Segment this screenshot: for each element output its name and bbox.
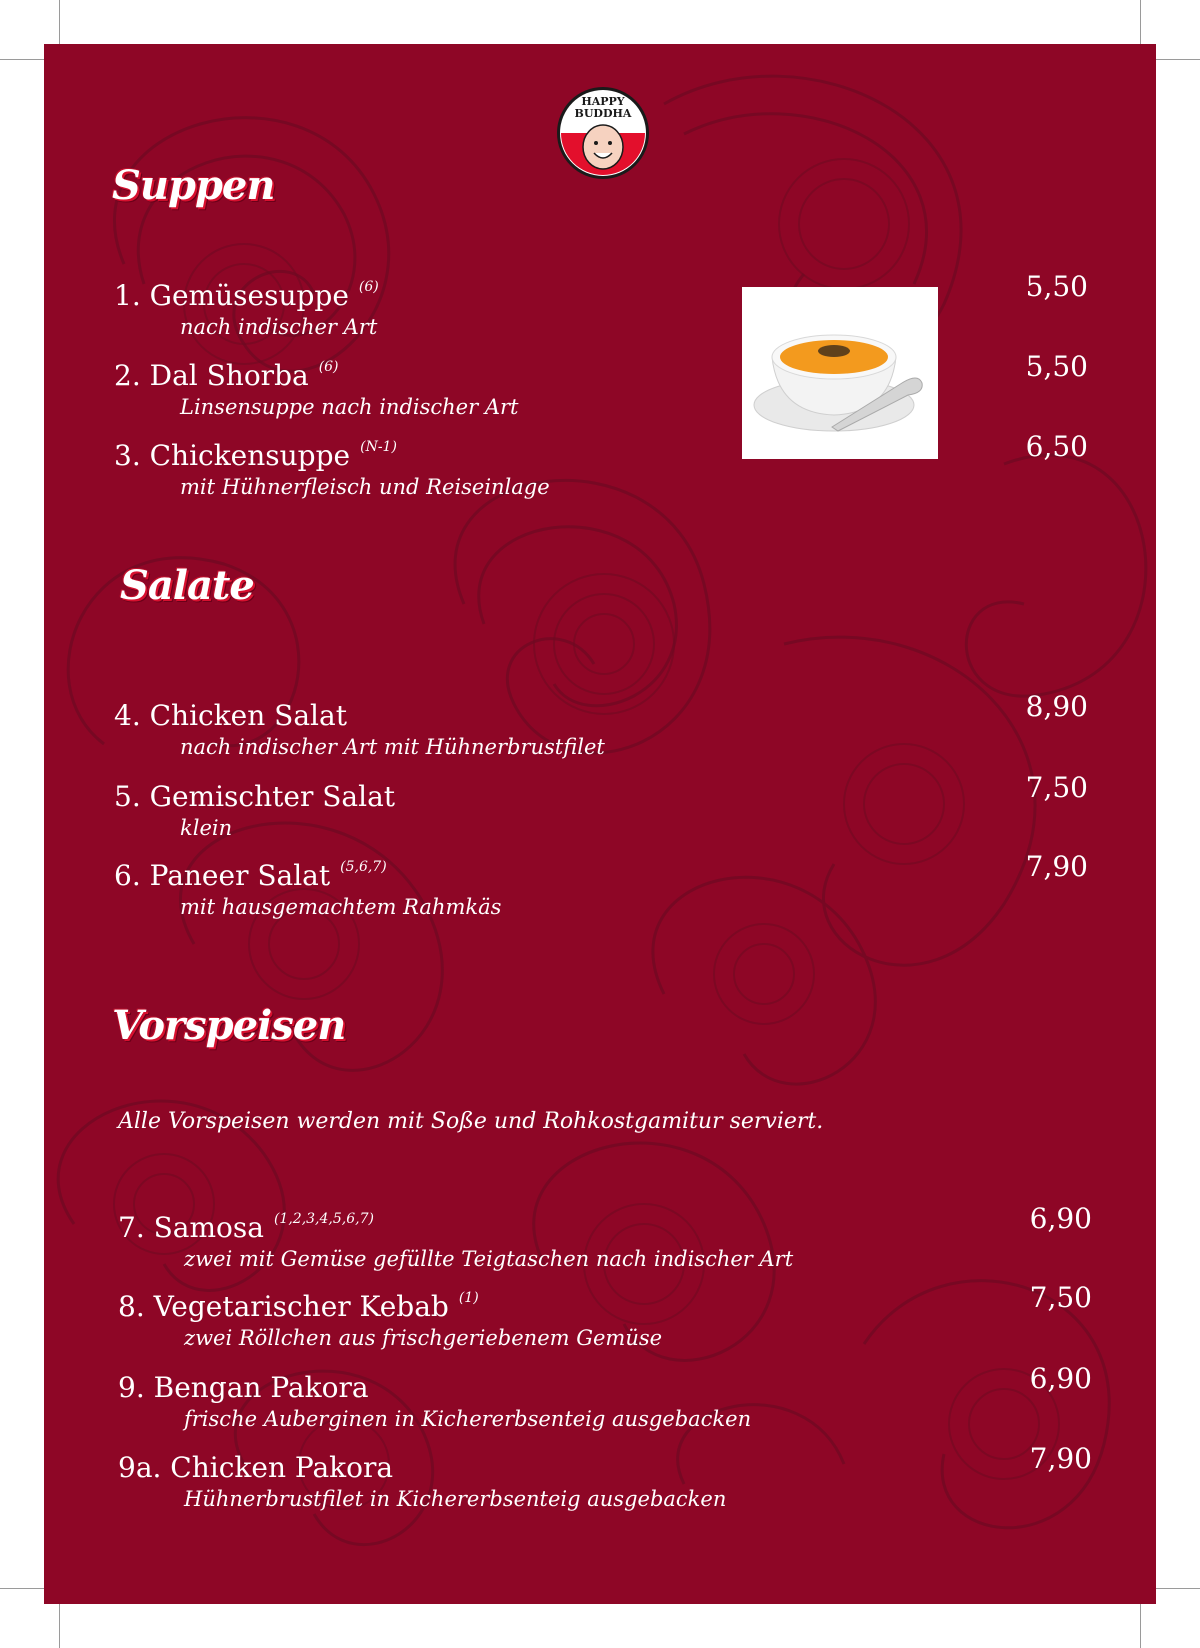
item-name: 1. Gemüsesuppe bbox=[114, 279, 349, 312]
menu-page bbox=[44, 44, 1156, 1604]
item-price: 7,90 bbox=[1029, 1442, 1092, 1475]
logo-text-bottom: BUDDHA bbox=[574, 107, 632, 120]
crop-mark bbox=[59, 1604, 60, 1648]
item-description: zwei Röllchen aus frischgeriebenem Gemüse bbox=[184, 1326, 663, 1350]
menu-item bbox=[114, 690, 1088, 761]
item-name: 7. Samosa bbox=[118, 1211, 264, 1244]
soup-bowl-photo bbox=[742, 287, 938, 459]
crop-mark bbox=[1140, 0, 1141, 44]
menu-item bbox=[118, 1281, 1092, 1352]
item-description: nach indischer Art bbox=[180, 315, 378, 339]
item-allergen: (1,2,3,4,5,6,7) bbox=[273, 1211, 374, 1227]
menu-item bbox=[118, 1362, 1092, 1433]
item-name: 9a. Chicken Pakora bbox=[118, 1451, 394, 1484]
section-intro: Alle Vorspeisen werden mit Soße und Rohkostgamitur serviert. bbox=[118, 1109, 824, 1134]
item-name: 8. Vegetarischer Kebab bbox=[118, 1290, 449, 1323]
item-name: 9. Bengan Pakora bbox=[118, 1371, 369, 1404]
item-allergen: (6) bbox=[358, 279, 379, 295]
menu-item bbox=[118, 1442, 1092, 1513]
item-price: 8,90 bbox=[1025, 690, 1088, 723]
item-price: 7,50 bbox=[1025, 771, 1088, 804]
item-price: 6,90 bbox=[1029, 1362, 1092, 1395]
item-allergen: (6) bbox=[318, 359, 339, 375]
section-heading-salate: Salate bbox=[120, 562, 254, 609]
item-description: klein bbox=[180, 816, 233, 840]
item-price: 6,90 bbox=[1029, 1202, 1092, 1235]
item-description: nach indischer Art mit Hühnerbrustfilet bbox=[180, 735, 605, 759]
section-heading-vorspeisen: Vorspeisen bbox=[112, 1002, 346, 1049]
item-price: 7,50 bbox=[1029, 1281, 1092, 1314]
crop-mark bbox=[59, 0, 60, 44]
section-heading-suppen: Suppen bbox=[112, 162, 275, 209]
item-allergen: (1) bbox=[458, 1290, 479, 1306]
crop-mark bbox=[0, 59, 44, 60]
menu-item bbox=[114, 270, 1088, 341]
menu-item bbox=[114, 850, 1088, 921]
item-description: frische Auberginen in Kichererbsenteig ausgebacken bbox=[184, 1407, 752, 1431]
item-name: 6. Paneer Salat bbox=[114, 859, 331, 892]
crop-mark bbox=[0, 1588, 44, 1589]
item-allergen: (5,6,7) bbox=[340, 859, 387, 875]
item-allergen: (N-1) bbox=[360, 439, 397, 455]
menu-item bbox=[114, 771, 1088, 842]
item-name: 2. Dal Shorba bbox=[114, 359, 309, 392]
item-description: mit hausgemachtem Rahmkäs bbox=[180, 895, 502, 919]
item-name: 5. Gemischter Salat bbox=[114, 780, 396, 813]
item-price: 7,90 bbox=[1025, 850, 1088, 883]
menu-item bbox=[114, 350, 1088, 421]
item-description: mit Hühnerfleisch und Reiseinlage bbox=[180, 475, 550, 499]
item-name: 3. Chickensuppe bbox=[114, 439, 351, 472]
menu-item bbox=[114, 430, 1088, 501]
crop-mark bbox=[1140, 1604, 1141, 1648]
item-price: 6,50 bbox=[1025, 430, 1088, 463]
buddha-face-logo bbox=[555, 85, 651, 181]
item-price: 5,50 bbox=[1025, 350, 1088, 383]
item-description: zwei mit Gemüse gefüllte Teigtaschen nach indischer Art bbox=[184, 1247, 794, 1271]
crop-mark bbox=[1156, 1588, 1200, 1589]
item-price: 5,50 bbox=[1025, 270, 1088, 303]
item-description: Linsensuppe nach indischer Art bbox=[180, 395, 519, 419]
item-name: 4. Chicken Salat bbox=[114, 699, 347, 732]
crop-mark bbox=[1156, 59, 1200, 60]
menu-item bbox=[118, 1202, 1092, 1273]
logo-text-top: HAPPY bbox=[581, 95, 625, 108]
item-description: Hühnerbrustfilet in Kichererbsenteig ausgebacken bbox=[184, 1487, 727, 1511]
